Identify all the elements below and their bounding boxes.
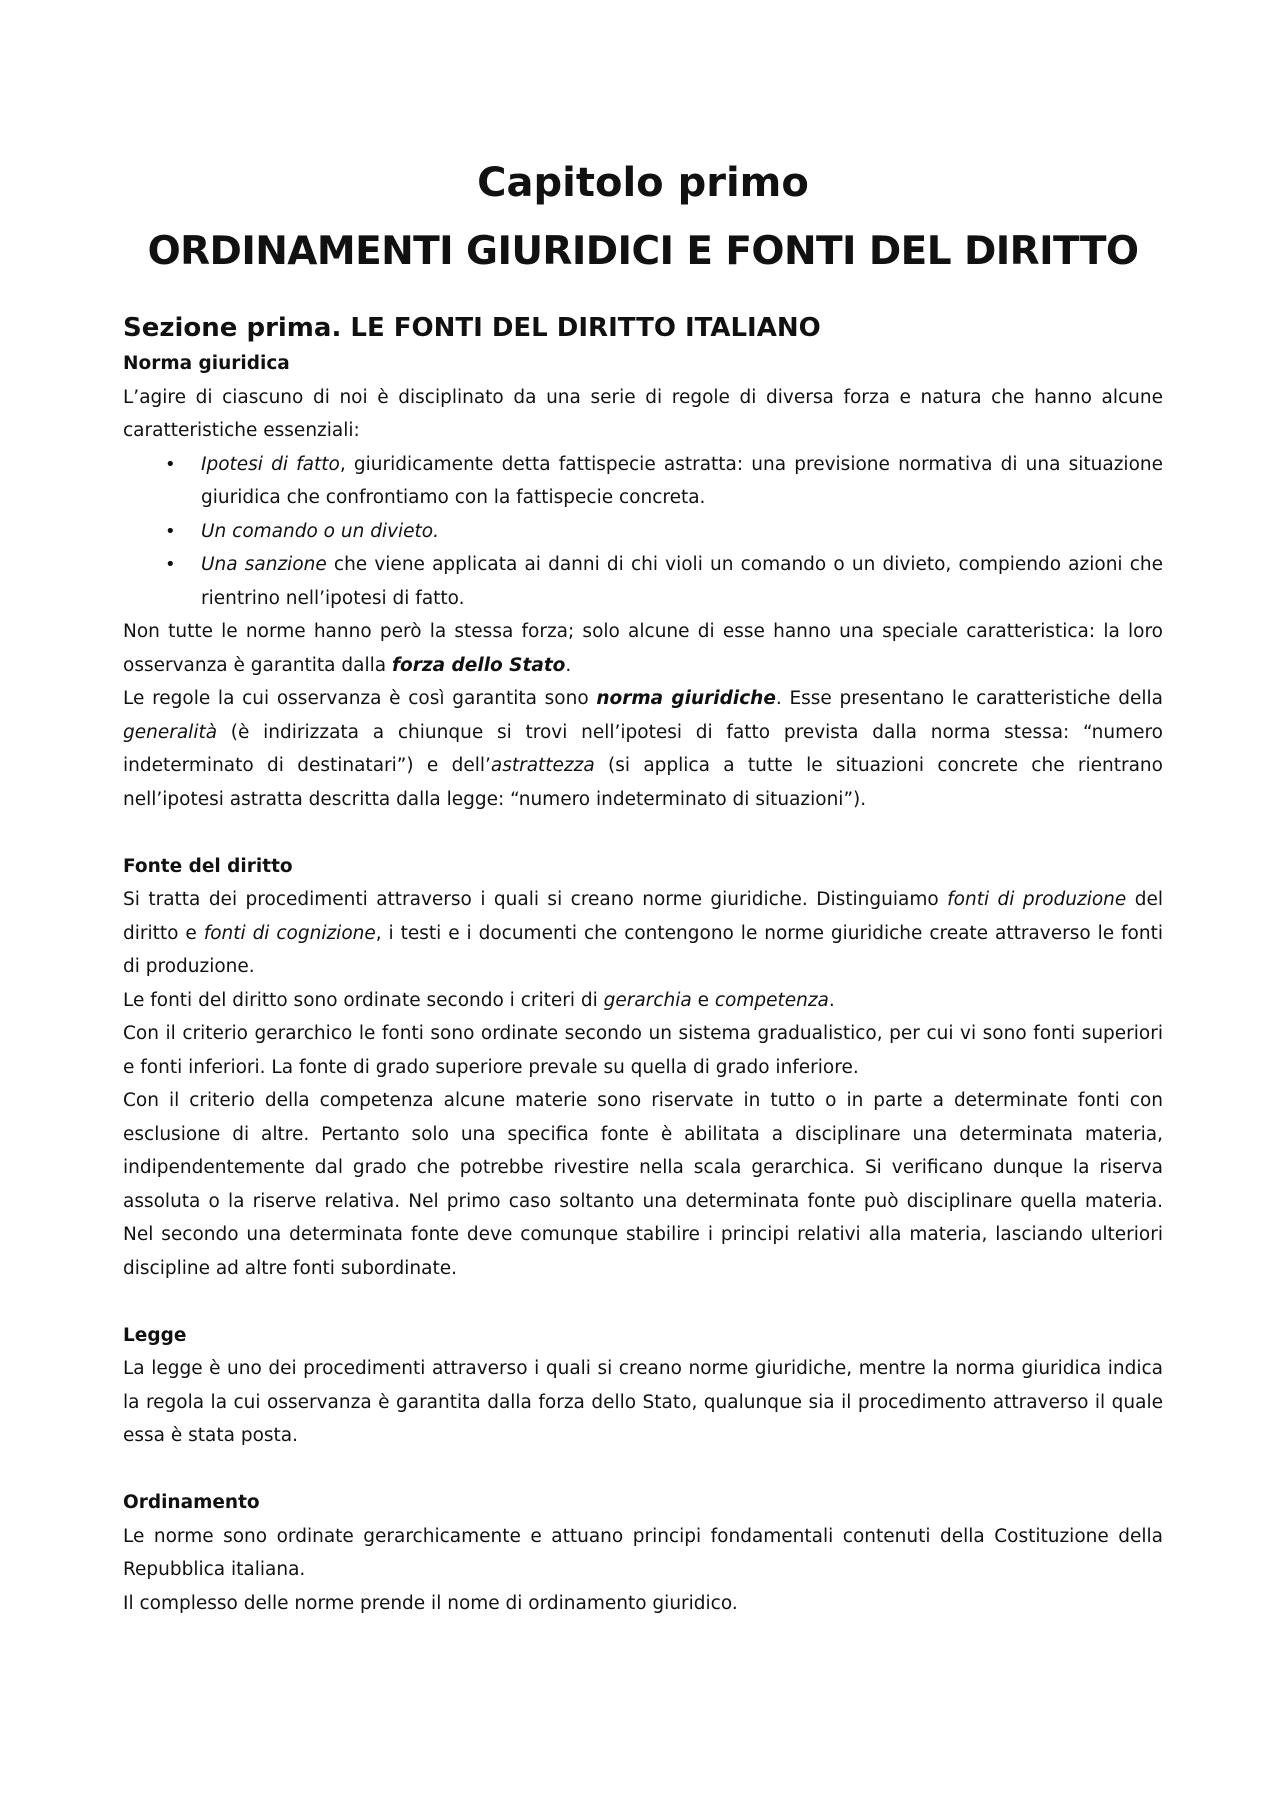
fonte-section xyxy=(123,850,1163,1286)
text-run-bold-italic: norma giuridiche xyxy=(596,688,776,709)
text-run: Le regole la cui osservanza è così garantita sono xyxy=(123,688,597,709)
fonte-paragraph-4: Con il criterio della competenza alcune materie sono riservate in tutto o in parte a determinate fonti con esclusione di altre. Pertanto solo una specifica fonte è abilitata a disciplinare una determinata materia, indipendentemente dal grado che potrebbe rivestire nella scala gerarchica. Si verificano dunque la riserva assoluta o la riserve relativa. Nel primo caso soltanto una determinata fonte può disciplinare quella materia. Nel secondo una determinata fonte deve comunque stabilire i principi relativi alla materia, lasciando ulteriori discipline ad altre fonti subordinate. xyxy=(123,1090,1163,1279)
ordinamento-paragraph-2: Il complesso delle norme prende il nome di ordinamento giuridico. xyxy=(123,1592,738,1614)
text-run: Si tratta dei procedimenti attraverso i quali si creano norme giuridiche. Distinguiamo xyxy=(123,889,948,910)
ordinamento-heading: Ordinamento xyxy=(123,1492,260,1513)
list-item-emphasis: Ipotesi di fatto xyxy=(201,453,340,475)
spacer xyxy=(123,1453,1163,1487)
text-run: Le fonti del diritto sono ordinate secondo i criteri di xyxy=(123,989,604,1011)
chapter-subtitle: ORDINAMENTI GIURIDICI E FONTI DEL DIRITTO xyxy=(147,229,1139,274)
legge-section xyxy=(123,1319,1163,1453)
text-run-italic: competenza xyxy=(714,989,829,1011)
list-item-text: , giuridicamente detta fattispecie astratta: una previsione normativa di una situazione giuridica che confrontiamo con la fattispecie concreta. xyxy=(201,453,1163,508)
legge-heading: Legge xyxy=(123,1324,187,1346)
norma-paragraph-3 xyxy=(123,682,1163,816)
list-item xyxy=(165,548,1163,615)
text-run-italic: fonti di produzione xyxy=(947,889,1127,910)
text-run: (è indirizzata a chiunque si trovi nell’ipotesi di fatto prevista dalla norma stessa: “numero indeterminato di destinatari”) e dell’ xyxy=(123,721,1163,776)
norma-bullet-list xyxy=(123,448,1163,616)
section-title: Sezione prima. LE FONTI DEL DIRITTO ITALIANO xyxy=(123,313,821,343)
text-run: (si applica a tutte le situazioni concrete che rientrano nell’ipotesi astratta descritta dalla legge: “numero indeterminato di situazioni”). xyxy=(123,755,1163,810)
list-item-emphasis: Una sanzione xyxy=(201,554,327,575)
text-run-italic: fonti di cognizione xyxy=(203,922,376,944)
fonte-paragraph-3: Con il criterio gerarchico le fonti sono ordinate secondo un sistema gradualistico, per cui vi sono fonti superiori e fonti inferiori. La fonte di grado superiore prevale su quella di grado inferiore. xyxy=(123,1023,1163,1078)
text-run-italic: generalità xyxy=(123,721,218,743)
ordinamento-section xyxy=(123,1486,1163,1620)
norma-paragraph-2 xyxy=(123,615,1163,682)
legge-paragraph-1: La legge è uno dei procedimenti attraverso i quali si creano norme giuridiche, mentre la norma giuridica indica la regola la cui osservanza è garantita dalla forza dello Stato, qualunque sia il procedimento attraverso il quale essa è stata posta. xyxy=(123,1358,1163,1446)
text-run: Non tutte le norme hanno però la stessa forza; solo alcune di esse hanno una speciale caratteristica: la loro osservanza è garantita dalla xyxy=(123,621,1163,676)
norma-heading: Norma giuridica xyxy=(123,353,290,374)
text-run-italic: gerarchia xyxy=(603,989,692,1011)
text-run: e xyxy=(691,989,715,1011)
list-item xyxy=(165,515,1163,549)
ordinamento-paragraph-1: Le norme sono ordinate gerarchicamente e attuano principi fondamentali contenuti della Costituzione della Repubblica italiana. xyxy=(123,1525,1163,1580)
text-run: . xyxy=(828,989,835,1011)
text-run: , i testi e i documenti che contengono le norme giuridiche create attraverso le fonti di produzione. xyxy=(123,922,1163,977)
fonte-paragraph-2 xyxy=(123,984,1163,1018)
text-run-italic: astrattezza xyxy=(490,755,595,776)
text-run-bold-italic: forza dello Stato xyxy=(391,654,566,676)
list-item-emphasis: Un comando o un divieto. xyxy=(201,520,439,542)
fonte-heading: Fonte del diritto xyxy=(123,855,293,877)
text-run: . xyxy=(565,654,572,676)
list-item xyxy=(165,448,1163,515)
list-item-text: che viene applicata ai danni di chi violi un comando o un divieto, compiendo azioni che rientrino nell’ipotesi di fatto. xyxy=(201,554,1163,609)
spacer xyxy=(123,1285,1163,1319)
bullet-icon: • xyxy=(165,520,176,542)
fonte-paragraph-1 xyxy=(123,883,1163,984)
text-run: . Esse presentano le caratteristiche della xyxy=(775,688,1163,709)
chapter-title: Capitolo primo xyxy=(477,160,809,206)
bullet-icon: • xyxy=(165,554,176,575)
text-run: del diritto e xyxy=(123,889,1163,944)
spacer xyxy=(123,816,1163,850)
document-page xyxy=(123,155,1163,1620)
norma-section xyxy=(123,347,1163,816)
norma-intro: L’agire di ciascuno di noi è disciplinato da una serie di regole di diversa forza e natura che hanno alcune caratteristiche essenziali: xyxy=(123,386,1163,441)
bullet-icon: • xyxy=(165,453,176,475)
